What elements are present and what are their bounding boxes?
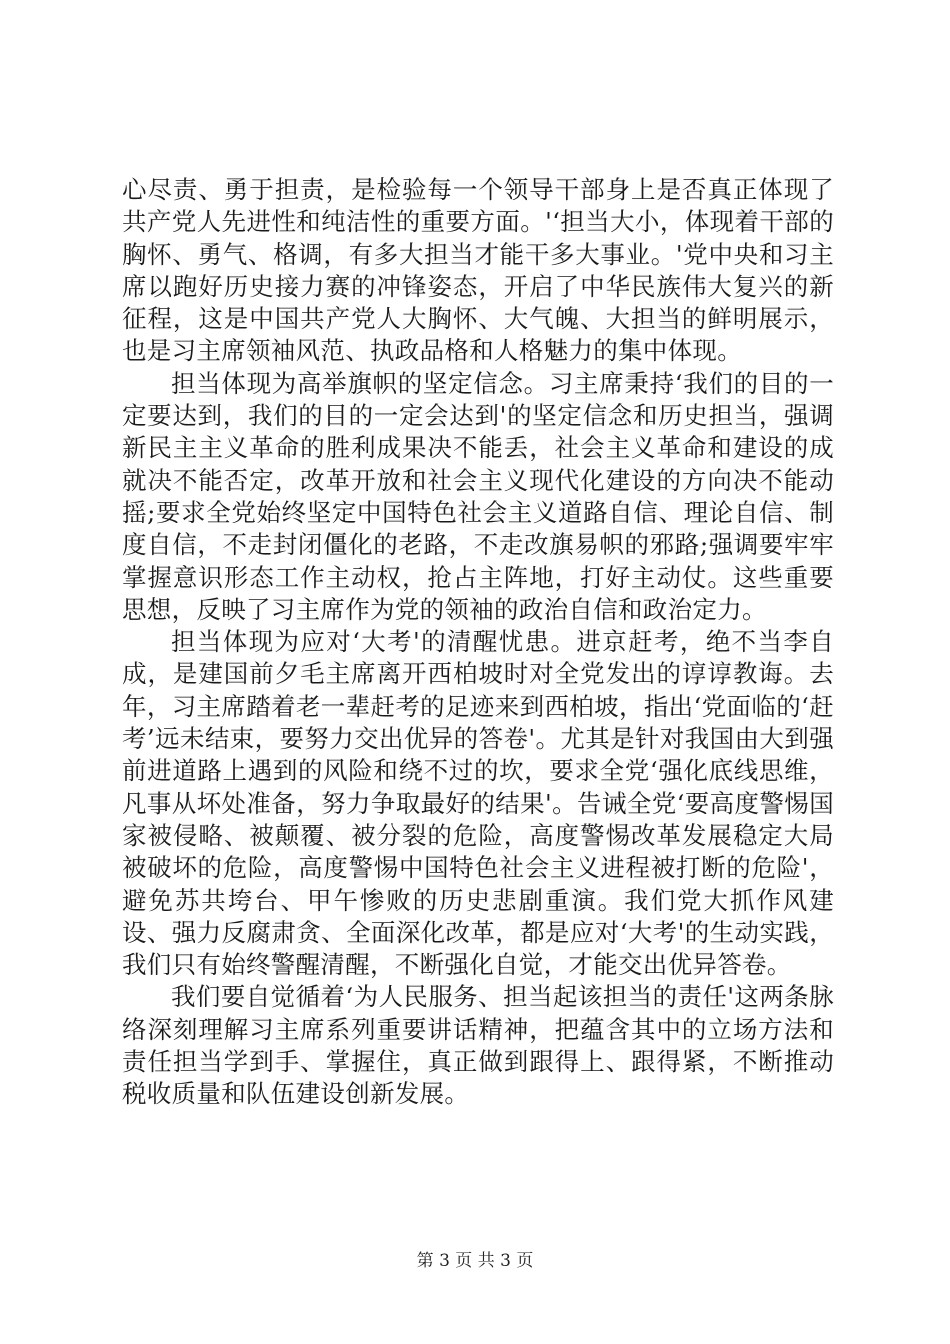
page-footer: 第 3 页 共 3 页 bbox=[416, 1251, 534, 1271]
paragraph-continuation: 心尽责、勇于担责，是检验每一个领导干部身上是否真正体现了共产党人先进性和纯洁性的重要方面。'‘担当大小，体现着干部的胸怀、勇气、格调，有多大担当才能干多大事业。'党中央和习主席以跑好历史接力赛的冲锋姿态，开启了中华民族伟大复兴的新征程，这是中国共产党人大胸怀、大气魄、大担当的鲜明展示，也是习主席领袖风范、执政品格和人格魅力的集中体现。 bbox=[122, 175, 834, 366]
paragraph-big-exam: 担当体现为应对‘大考'的清醒忧患。进京赶考，绝不当李自成，是建国前夕毛主席离开西柏坡时对全党发出的谆谆教诲。去年，习主席踏着老一辈赶考的足迹来到西柏坡，指出‘党面临的‘赶考’远未结束，要努力交出优异的答卷'。尤其是针对我国由大到强前进道路上遇到的风险和绕不过的坎，要求全党‘强化底线思维，凡事从坏处准备，努力争取最好的结果'。告诫全党‘要高度警惕国家被侵略、被颠覆、被分裂的危险，高度警惕改革发展稳定大局被破坏的危险，高度警惕中国特色社会主义进程被打断的危险'，避免苏共垮台、甲午惨败的历史悲剧重演。我们党大抓作风建设、强力反腐肃贪、全面深化改革，都是应对‘大考'的生动实践，我们只有始终警醒清醒，不断强化自觉，才能交出优异答卷。 bbox=[122, 627, 834, 980]
document-body bbox=[122, 174, 834, 1111]
paragraph-steadfast-belief: 担当体现为高举旗帜的坚定信念。习主席秉持‘我们的目的一定要达到，我们的目的一定会达到'的坚定信念和历史担当，强调新民主主义革命的胜利成果决不能丢，社会主义革命和建设的成就决不能否定，改革开放和社会主义现代化建设的方向决不能动摇;要求全党始终坚定中国特色社会主义道路自信、理论自信、制度自信，不走封闭僵化的老路，不走改旗易帜的邪路;强调要牢牢掌握意识形态工作主动权，抢占主阵地，打好主动仗。这些重要思想，反映了习主席作为党的领袖的政治自信和政治定力。 bbox=[122, 368, 834, 624]
paragraph-conclusion: 我们要自觉循着‘为人民服务、担当起该担当的责任'这两条脉络深刻理解习主席系列重要讲话精神，把蕴含其中的立场方法和责任担当学到手、掌握住，真正做到跟得上、跟得紧，不断推动税收质量和队伍建设创新发展。 bbox=[122, 982, 834, 1109]
